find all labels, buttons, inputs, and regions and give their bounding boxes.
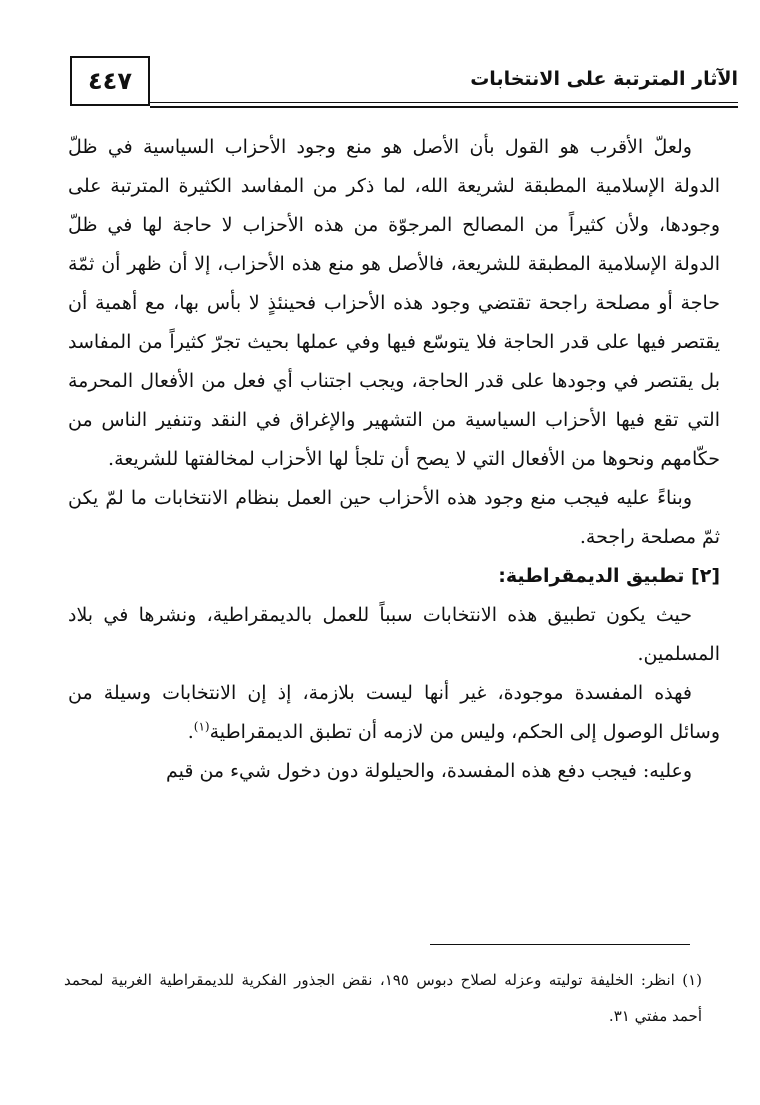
- footnote-reference[interactable]: (١): [193, 719, 210, 734]
- header-rule-thick: [150, 106, 738, 108]
- paragraph-harm: [68, 674, 720, 752]
- page-header: [70, 56, 738, 108]
- running-title: الآثار المترتبة على الانتخابات: [470, 68, 738, 90]
- footnote-1: (١) انظر: الخليفة توليته وعزله لصلاح دبوس ١٩٥، نقض الجذور الفكرية للديمقراطية الغربية لمحمد أحمد مفتي ٣١.: [64, 971, 703, 1025]
- page-number: ٤٤٧: [70, 56, 150, 106]
- paragraph-democracy: حيث يكون تطبيق هذه الانتخابات سبباً للعمل بالديمقراطية، ونشرها في بلاد المسلمين.: [68, 604, 720, 665]
- paragraph-harm-text: فهذه المفسدة موجودة، غير أنها ليست بلازمة، إذ إن الانتخابات وسيلة من وسائل الوصول إلى الحكم، وليس من لازمه أن تطبق الديمقراطية: [68, 682, 720, 743]
- paragraph-therefore: وعليه: فيجب دفع هذه المفسدة، والحيلولة دون دخول شيء من قيم: [165, 760, 692, 782]
- paragraph-conclusion: وبناءً عليه فيجب منع وجود هذه الأحزاب حين العمل بنظام الانتخابات ما لمّ يكن ثمّ مصلحة راجحة.: [68, 487, 720, 548]
- header-rule: [150, 102, 738, 103]
- section-heading: [٢] تطبيق الديمقراطية:: [498, 565, 720, 587]
- footnote-separator: [430, 944, 690, 945]
- paragraph-parties: ولعلّ الأقرب هو القول بأن الأصل هو منع وجود الأحزاب السياسية في ظلّ الدولة الإسلامية المطبقة لشريعة الله، لما ذكر من المفاسد الكثيرة المترتبة على وجودها، ولأن كثيراً من المصالح المرجوّة من هذه الأحزاب لا حاجة لها في ظلّ الدولة الإسلامية المطبقة للشريعة، فالأصل هو منع هذه الأحزاب، إلا أن ظهر أن ثمّة حاجة أو مصلحة راجحة تقتضي وجود هذه الأحزاب فحينئذٍ لا بأس بها، مع أهمية أن يقتصر فيها على قدر الحاجة فلا يتوسّع فيها وفي عملها بحيث تجرّ كثيراً من المفاسد بل يقتصر في وجودها على قدر الحاجة، ويجب اجتناب أي فعل من الأفعال المحرمة التي تقع فيها الأحزاب السياسية من التشهير والإغراق في النقد وتنفير الناس من حكّامهم ونحوها من الأفعال التي لا يصح أن تلجأ لها الأحزاب لمخالفتها للشريعة.: [68, 136, 720, 470]
- paragraph-harm-end: .: [187, 721, 194, 743]
- footnotes: [64, 962, 702, 1034]
- main-text: [68, 128, 720, 791]
